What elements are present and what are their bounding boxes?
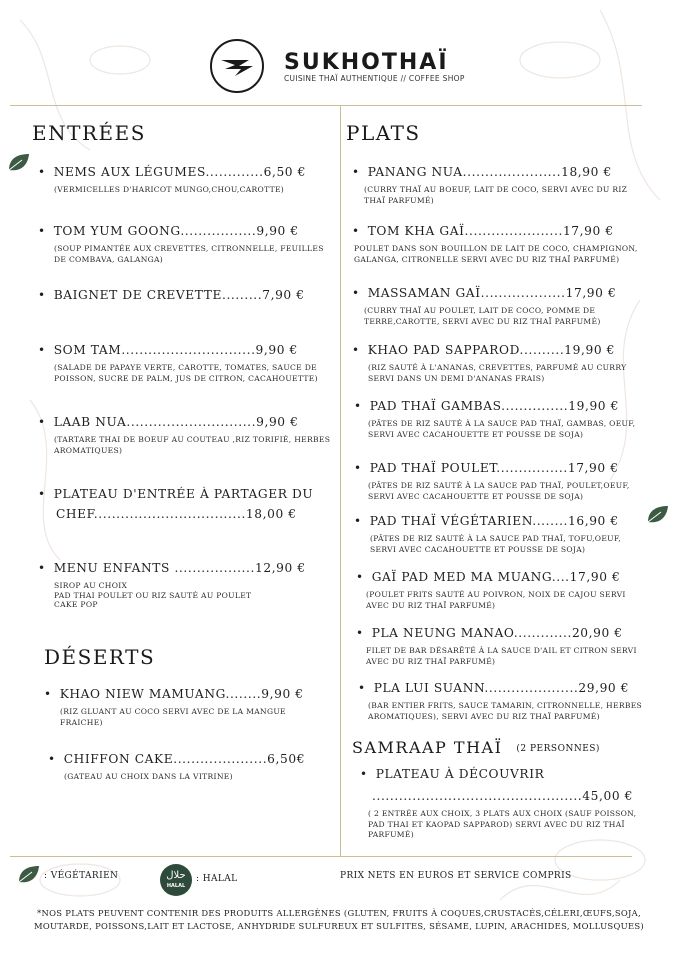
item-name-price: PLA LUI SUANN.....................29,90 €: [373, 681, 630, 695]
bullet-icon: •: [38, 288, 46, 302]
menu-item: [352, 342, 626, 384]
item-name-price: TOM YUM GOONG.................9,90 €: [53, 224, 299, 238]
legend-vegetarian-label: : VÉGÉTARIEN: [44, 871, 119, 881]
halal-arabic-text: حلال: [166, 870, 186, 881]
column-divider: [340, 106, 341, 856]
item-name-price: PAD THAÏ GAMBAS...............19,90 €: [369, 399, 619, 413]
menu-item: [356, 625, 637, 667]
bullet-icon: •: [356, 570, 364, 584]
bullet-icon: •: [352, 165, 360, 179]
menu-item: [360, 766, 636, 841]
item-name-price: PAD THAÏ VÉGÉTARIEN........16,90 €: [369, 514, 619, 528]
item-description: POULET DANS SON BOUILLON DE LAIT DE COCO, CHAMPIGNON, GALANGA, CITRONELLE SERVI AVEC DU RIZ THAÏ PARFUMÉ): [354, 244, 638, 264]
item-name-price: BAIGNET DE CREVETTE.........7,90 €: [53, 288, 305, 302]
samraap-note: (2 PERSONNES): [516, 743, 600, 754]
item-description: (BAR ENTIER FRITS, SAUCE TAMARIN, CITRONNELLE, HERBES AROMATIQUES), SERVI AVEC DU RIZ THAÏ PARFUMÉ): [368, 701, 643, 721]
bullet-icon: •: [38, 487, 46, 501]
item-name-price: GAÏ PAD MED MA MUANG....17,90 €: [371, 570, 621, 584]
item-name-price: TOM KHA GAÏ......................17,90 €: [367, 224, 614, 238]
menu-item: [352, 285, 616, 327]
menu-item: [38, 287, 305, 303]
bullet-icon: •: [38, 165, 46, 179]
restaurant-name: SUKHOTHAÏ: [284, 50, 449, 75]
header-divider: [10, 105, 642, 106]
menu-item: [38, 164, 306, 196]
item-description: (GATEAU AU CHOIX DANS LA VITRINE): [64, 772, 233, 781]
menu-item: [354, 460, 630, 502]
item-name-price: LAAB NUA.............................9,90 €: [53, 415, 299, 429]
item-description: (POULET FRITS SAUTÉ AU POIVRON, NOIX DE CAJOU SERVI AVEC DU RIZ THAÏ PARFUMÉ): [366, 590, 626, 610]
item-description: (PÂTES DE RIZ SAUTÉ À LA SAUCE PAD THAÏ, GAMBAS, OEUF, SERVI AVEC CACAHOUETTE ET POUSSE DE SOJA): [368, 419, 636, 439]
leaf-icon: [6, 150, 32, 176]
item-name-price: KHAO NIEW MAMUANG........9,90 €: [59, 687, 304, 701]
item-description: (CURRY THAÏ AU BOEUF, LAIT DE COCO, SERVI AVEC DU RIZ THAÏ PARFUMÉ): [364, 185, 628, 205]
item-name-price-continued: CHEF..................................18,00 €: [56, 507, 297, 521]
item-name-price: PANANG NUA......................18,90 €: [367, 165, 612, 179]
halal-badge-text: HALAL: [166, 883, 186, 889]
menu-item: [38, 486, 313, 522]
bullet-icon: •: [38, 561, 46, 575]
item-description: (SALADE DE PAPAYE VERTE, CAROTTE, TOMATES, SAUCE DE POISSON, SUCRE DE PALM, JUS DE CITRON, CACAHOUETTE): [54, 363, 318, 383]
bullet-icon: •: [356, 626, 364, 640]
bullet-icon: •: [48, 752, 56, 766]
bullet-icon: •: [38, 343, 46, 357]
item-name-price: MASSAMAN GAÏ...................17,90 €: [367, 286, 617, 300]
menu-item: [38, 342, 318, 384]
item-price-line: ...............................................45,00 €: [372, 789, 633, 803]
menu-item: [38, 414, 330, 456]
item-name: PLATEAU À DÉCOUVRIR: [375, 767, 545, 781]
item-description: (CURRY THAÏ AU POULET, LAIT DE COCO, POMME DE TERRE,CAROTTE, SERVI AVEC DU RIZ THAÏ PARFUMÉ): [364, 306, 601, 326]
item-name-price: PAD THAÏ POULET................17,90 €: [369, 461, 619, 475]
samraap-title-text: SAMRAAP THAÏ: [352, 738, 503, 757]
section-title-samraap: [352, 738, 600, 757]
item-name-price: PLA NEUNG MANAO.............20,90 €: [371, 626, 623, 640]
swallow-logo-icon: [209, 38, 265, 94]
halal-icon: [160, 864, 192, 896]
item-description: (PÂTES DE RIZ SAUTÉ À LA SAUCE PAD THAÏ, TOFU,OEUF, SERVI AVEC CACAHOUETTE ET POUSSE DE SOJA): [370, 534, 621, 554]
restaurant-tagline: CUISINE THAÏ AUTHENTIQUE // COFFEE SHOP: [284, 74, 465, 83]
bullet-icon: •: [358, 681, 366, 695]
menu-item: [44, 686, 304, 728]
section-title-plats: PLATS: [346, 121, 421, 145]
allergens-notice: *NOS PLATS PEUVENT CONTENIR DES PRODUITS ALLERGÈNES (GLUTEN, FRUITS À COQUES,CRUSTACÉS,CÉLERI,ŒUFS,SOJA, MOUTARDE, POISSONS,LAIT ET LACTOSE, ANHYDRIDE SULFUREUX ET SULFITES, SÉSAME, LUPIN, ARACHIDES, MOLLUSQUES): [33, 908, 645, 931]
section-title-deserts: DÉSERTS: [44, 645, 156, 669]
menu-item: [48, 751, 305, 783]
item-description: ( 2 ENTRÉE AUX CHOIX, 3 PLATS AUX CHOIX (SAUF POISSON, PAD THAI ET KAOPAD SAPPAROD) SERVI AVEC DU RIZ THAÏ PARFUMÉ): [368, 809, 637, 839]
item-name-price: KHAO PAD SAPPAROD..........19,90 €: [367, 343, 616, 357]
bullet-icon: •: [352, 224, 360, 238]
item-description: (RIZ GLUANT AU COCO SERVI AVEC DE LA MANGUE FRAICHE): [60, 707, 286, 727]
menu-item: [38, 223, 324, 265]
menu-item: [354, 398, 635, 440]
menu-item: [352, 223, 638, 265]
item-description: (VERMICELLES D'HARICOT MUNGO,CHOU,CAROTTE): [54, 185, 285, 194]
menu-item: [352, 164, 627, 206]
legend-halal-label: : HALAL: [196, 874, 238, 884]
bullet-icon: •: [354, 399, 362, 413]
item-description: (RIZ SAUTÉ À L'ANANAS, CREVETTES, PARFUMÉ AU CURRY SERVI DANS UN DEMI D'ANANAS FRAIS): [368, 363, 627, 383]
menu-item: [356, 569, 626, 611]
bullet-icon: •: [38, 224, 46, 238]
section-title-entrees: ENTRÉES: [32, 121, 146, 145]
bullet-icon: •: [44, 687, 52, 701]
bullet-icon: •: [354, 514, 362, 528]
bullet-icon: •: [352, 343, 360, 357]
menu-item: [38, 560, 306, 610]
item-name-price: CHIFFON CAKE.....................6,50€: [63, 752, 306, 766]
leaf-icon: [645, 502, 671, 528]
item-description: (PÂTES DE RIZ SAUTÉ À LA SAUCE PAD THAÏ, POULET,OEUF, SERVI AVEC CACAHOUETTE ET POUSSE DE SOJA): [368, 481, 630, 501]
bullet-icon: •: [360, 767, 368, 781]
item-description: SIROP AU CHOIX PAD THAI POULET OU RIZ SAUTÉ AU POULET CAKE POP: [54, 581, 252, 609]
item-name-price: PLATEAU D'ENTRÉE À PARTAGER DU: [53, 487, 314, 501]
bullet-icon: •: [352, 286, 360, 300]
item-name-price: NEMS AUX LÉGUMES.............6,50 €: [53, 165, 306, 179]
item-description: FILET DE BAR DÉSARÊTÉ À LA SAUCE D'AIL ET CITRON SERVI AVEC DU RIZ THAÏ PARFUMÉ): [366, 646, 637, 666]
footer-divider: [10, 856, 632, 857]
item-description: (SOUP PIMANTÉE AUX CREVETTES, CITRONNELLE, FEUILLES DE COMBAVA, GALANGA): [54, 244, 324, 264]
item-name-price: MENU ENFANTS ..................12,90 €: [53, 561, 306, 575]
item-description: (TARTARE THAI DE BOEUF AU COUTEAU ,RIZ TORIFIÉ, HERBES AROMATIQUES): [54, 435, 331, 455]
menu-item: [358, 680, 642, 722]
bullet-icon: •: [354, 461, 362, 475]
prices-note: PRIX NETS EN EUROS ET SERVICE COMPRIS: [340, 871, 572, 881]
menu-item: [354, 513, 621, 555]
item-name-price: SOM TAM..............................9,90 €: [53, 343, 298, 357]
leaf-icon: [16, 862, 42, 888]
bullet-icon: •: [38, 415, 46, 429]
